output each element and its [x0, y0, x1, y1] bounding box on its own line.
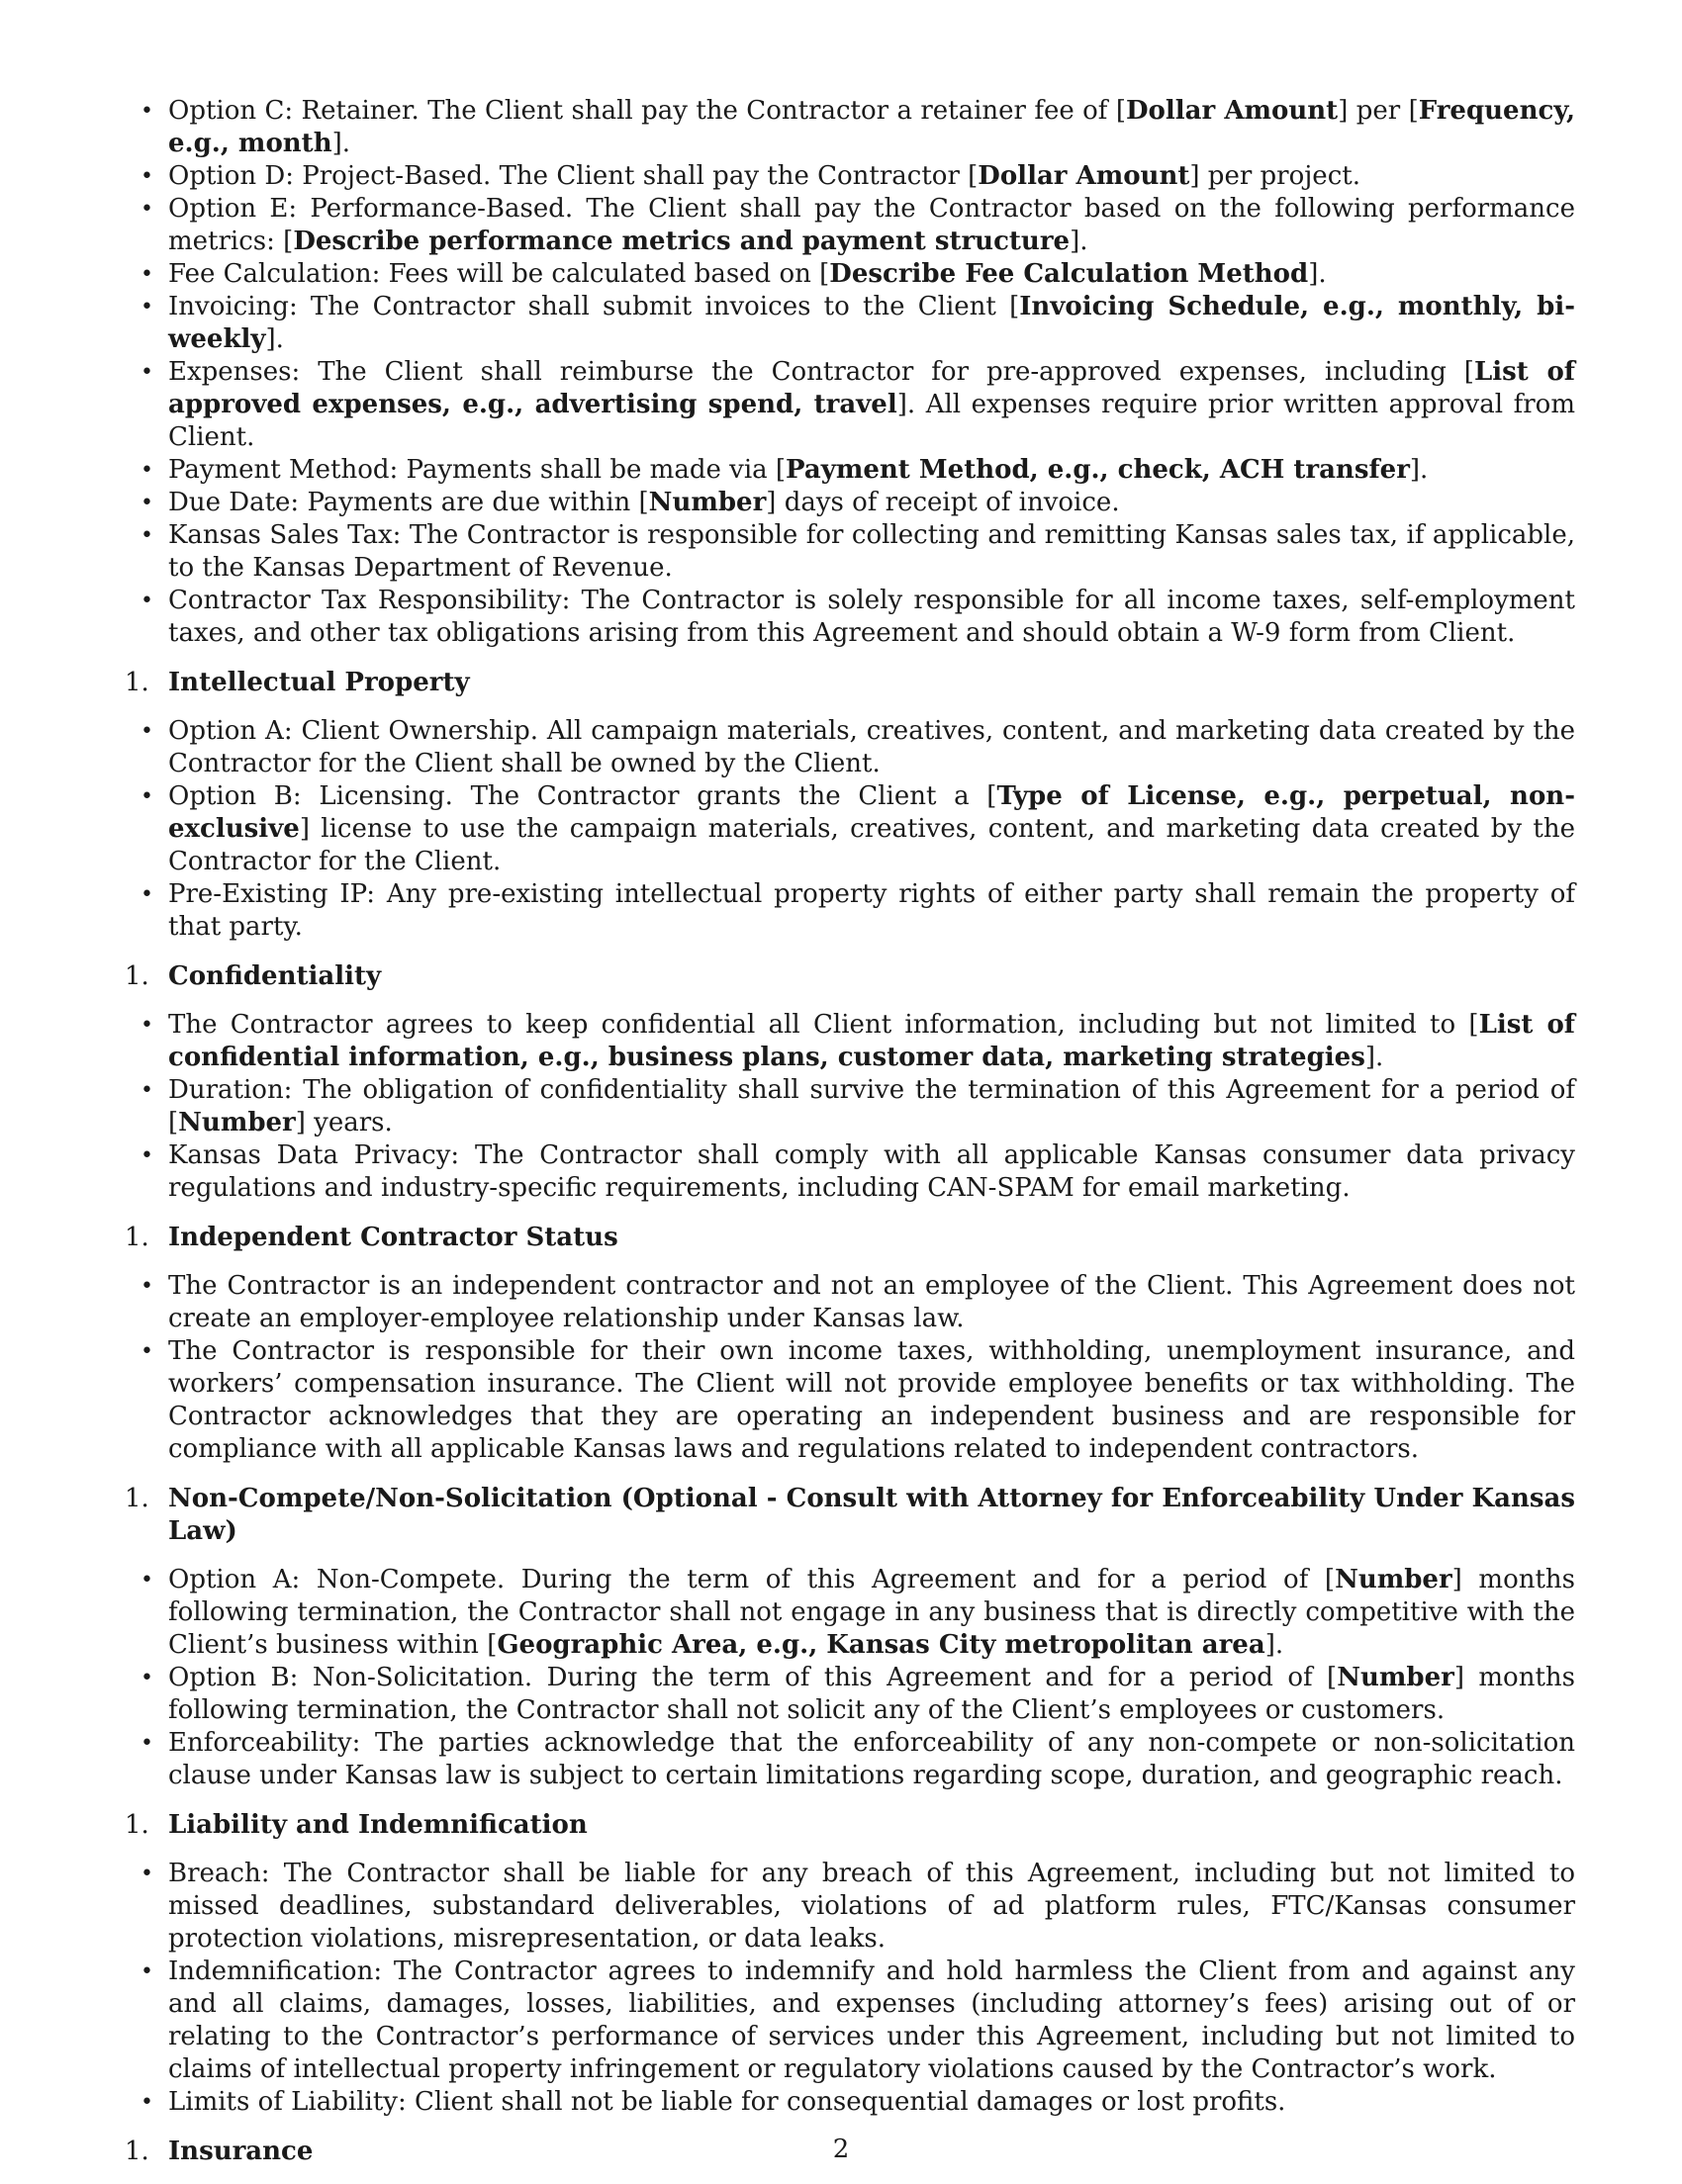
clause-text: Limits of Liability: Client shall not be liable for consequential damages or lost profits.: [168, 2087, 1286, 2117]
clause-text: Kansas Sales Tax: The Contractor is responsible for collecting and remitting Kansas sales tax, if applicable, to the Kansas Department of Revenue.: [168, 520, 1575, 583]
clause-text: ]. All expenses require prior written approval from Client.: [168, 390, 1575, 452]
list-item: [152, 291, 1575, 356]
clause-text: Duration: The obligation of confidentiality shall survive the termination of this Agreement for a period of [: [168, 1075, 1575, 1138]
placeholder-field: List of confidential information, e.g., business plans, customer data, marketing strategies: [168, 1010, 1575, 1072]
list-item: [152, 193, 1575, 258]
section-number: 1.: [125, 961, 149, 991]
bullet-list: [152, 1564, 1575, 1792]
clause-text: ] license to use the campaign materials, creatives, content, and marketing data created by the Contractor for the Client.: [168, 814, 1575, 876]
clause-text: ] days of receipt of invoice.: [766, 488, 1120, 517]
bullet-list: [152, 1270, 1575, 1466]
placeholder-field: Frequency, e.g., month: [168, 96, 1575, 158]
clause-text: Enforceability: The parties acknowledge that the enforceability of any non-compete or non-solicitation clause under Kansas law is subject to certain limitations regarding scope, duration, and geographic reach.: [168, 1728, 1575, 1790]
list-item: [152, 487, 1575, 519]
section-heading: [125, 1222, 1575, 1254]
clause-text: Kansas Data Privacy: The Contractor shall comply with all applicable Kansas consumer data privacy regulations and industry-specific requirements, including CAN-SPAM for email marketing.: [168, 1140, 1575, 1203]
list-item: [152, 1009, 1575, 1074]
placeholder-field: Invoicing Schedule, e.g., monthly, bi-weekly: [168, 292, 1575, 354]
clause-text: Expenses: The Client shall reimburse the Contractor for pre-approved expenses, including [: [168, 357, 1474, 387]
document-page: [125, 95, 1576, 2184]
section-title: Liability and Indemnification: [168, 1810, 588, 1840]
placeholder-field: Type of License, e.g., perpetual, non-exclusive: [168, 781, 1575, 844]
placeholder-field: Number: [648, 488, 767, 517]
list-item: [152, 1564, 1575, 1662]
section-heading: [125, 667, 1575, 699]
clause-text: ] months following termination, the Contractor shall not solicit any of the Client’s employees or customers.: [168, 1663, 1575, 1725]
section-number: 1.: [125, 1810, 149, 1840]
clause-text: Pre-Existing IP: Any pre-existing intellectual property rights of either party shall remain the property of that party.: [168, 879, 1575, 942]
section-heading: [125, 1483, 1575, 1548]
bullet-list: [152, 1858, 1575, 2119]
clause-text: ].: [265, 324, 284, 354]
clause-text: The Contractor is responsible for their own income taxes, withholding, unemployment insurance, and workers’ compensation insurance. The Client will not provide employee benefits or tax withholding. The Contractor acknowledges that they are operating an independent business and are responsible for compliance with all applicable Kansas laws and regulations related to independent contractors.: [168, 1336, 1575, 1464]
section-number: 1.: [125, 2137, 149, 2166]
placeholder-field: Describe performance metrics and payment structure: [293, 227, 1071, 256]
section-number: 1.: [125, 668, 149, 697]
list-item: [152, 356, 1575, 454]
section-title: Intellectual Property: [168, 668, 470, 697]
clause-text: ].: [1409, 455, 1429, 485]
clause-text: The Contractor is an independent contractor and not an employee of the Client. This Agreement does not create an employer-employee relationship under Kansas law.: [168, 1271, 1575, 1333]
section-title: Confidentiality: [168, 961, 382, 991]
clause-text: ] per [: [1338, 96, 1419, 126]
clause-text: Payment Method: Payments shall be made via [: [168, 455, 787, 485]
section-number: 1.: [125, 1223, 149, 1252]
list-item: [152, 258, 1575, 291]
clause-text: ].: [1070, 227, 1088, 256]
list-item: [152, 1858, 1575, 1956]
list-item: [152, 1727, 1575, 1792]
bullet-list: [152, 1009, 1575, 1205]
clause-text: Due Date: Payments are due within [: [168, 488, 649, 517]
placeholder-field: Describe Fee Calculation Method: [829, 259, 1309, 289]
clause-text: Fee Calculation: Fees will be calculated based on [: [168, 259, 830, 289]
list-item: [152, 160, 1575, 193]
placeholder-field: List of approved expenses, e.g., advertising spend, travel: [168, 357, 1575, 419]
clause-text: Option A: Client Ownership. All campaign materials, creatives, content, and marketing data created by the Contractor for the Client shall be owned by the Client.: [168, 716, 1575, 778]
clause-text: ].: [331, 129, 351, 158]
list-item: [152, 1662, 1575, 1727]
section-title: Non-Compete/Non-Solicitation (Optional - Consult with Attorney for Enforceability Under Kansas Law): [168, 1484, 1575, 1546]
list-item: [152, 95, 1575, 160]
clause-text: Option D: Project-Based. The Client shall pay the Contractor [: [168, 161, 979, 191]
list-item: [152, 1956, 1575, 2086]
list-item: [152, 1335, 1575, 1466]
list-item: [152, 1270, 1575, 1335]
placeholder-field: Payment Method, e.g., check, ACH transfer: [786, 455, 1410, 485]
list-item: [152, 519, 1575, 585]
list-item: [152, 715, 1575, 780]
placeholder-field: Geographic Area, e.g., Kansas City metropolitan area: [497, 1630, 1265, 1660]
section-title: Insurance: [168, 2137, 314, 2166]
clause-text: Option B: Licensing. The Contractor grants the Client a [: [168, 781, 997, 811]
placeholder-field: Number: [1335, 1565, 1452, 1594]
list-item: [152, 1074, 1575, 1139]
list-item: [152, 454, 1575, 487]
placeholder-field: Number: [1337, 1663, 1454, 1692]
clause-text: ].: [1264, 1630, 1284, 1660]
clause-text: Option A: Non-Compete. During the term of this Agreement and for a period of [: [168, 1565, 1336, 1594]
clause-text: The Contractor agrees to keep confidential all Client information, including but not limited to [: [168, 1010, 1479, 1040]
page-number: 2: [832, 2135, 850, 2164]
placeholder-field: Dollar Amount: [978, 161, 1190, 191]
clause-text: Invoicing: The Contractor shall submit invoices to the Client [: [168, 292, 1020, 321]
bullet-list: [152, 95, 1575, 650]
clause-text: Option B: Non-Solicitation. During the term of this Agreement and for a period of [: [168, 1663, 1338, 1692]
clause-text: Option E: Performance-Based. The Client shall pay the Contractor based on the following performance metrics: [: [168, 194, 1575, 256]
clause-text: ].: [1308, 259, 1327, 289]
clause-text: ].: [1364, 1043, 1384, 1072]
section-heading: [125, 960, 1575, 993]
list-item: [152, 2086, 1575, 2119]
clause-text: ] months following termination, the Contractor shall not engage in any business that is directly competitive with the Client’s business within [: [168, 1565, 1576, 1660]
list-item: [152, 1139, 1575, 1205]
placeholder-field: Dollar Amount: [1125, 96, 1339, 126]
clause-text: Option C: Retainer. The Client shall pay the Contractor a retainer fee of [: [168, 96, 1126, 126]
section-heading: [125, 1809, 1575, 1842]
clause-text: Contractor Tax Responsibility: The Contractor is solely responsible for all income taxes, self-employment taxes, and other tax obligations arising from this Agreement and should obtain a W-9 form from Client.: [168, 586, 1575, 648]
bullet-list: [152, 715, 1575, 944]
placeholder-field: Number: [178, 1108, 296, 1138]
list-item: [152, 585, 1575, 650]
clause-text: Breach: The Contractor shall be liable for any breach of this Agreement, including but not limited to missed deadlines, substandard deliverables, violations of ad platform rules, FTC/Kansas consumer protection violations, misrepresentation, or data leaks.: [168, 1859, 1575, 1954]
section-number: 1.: [125, 1484, 149, 1513]
section-title: Independent Contractor Status: [168, 1223, 618, 1252]
list-item: [152, 878, 1575, 944]
clause-text: ] years.: [295, 1108, 393, 1138]
clause-text: Indemnification: The Contractor agrees to indemnify and hold harmless the Client from and against any and all claims, damages, losses, liabilities, and expenses (including attorney’s fees) arising out of or relating to the Contractor’s performance of services under this Agreement, including but not limited to claims of intellectual property infringement or regulatory violations caused by the Contractor’s work.: [168, 1956, 1575, 2084]
list-item: [152, 780, 1575, 878]
clause-text: ] per project.: [1189, 161, 1360, 191]
